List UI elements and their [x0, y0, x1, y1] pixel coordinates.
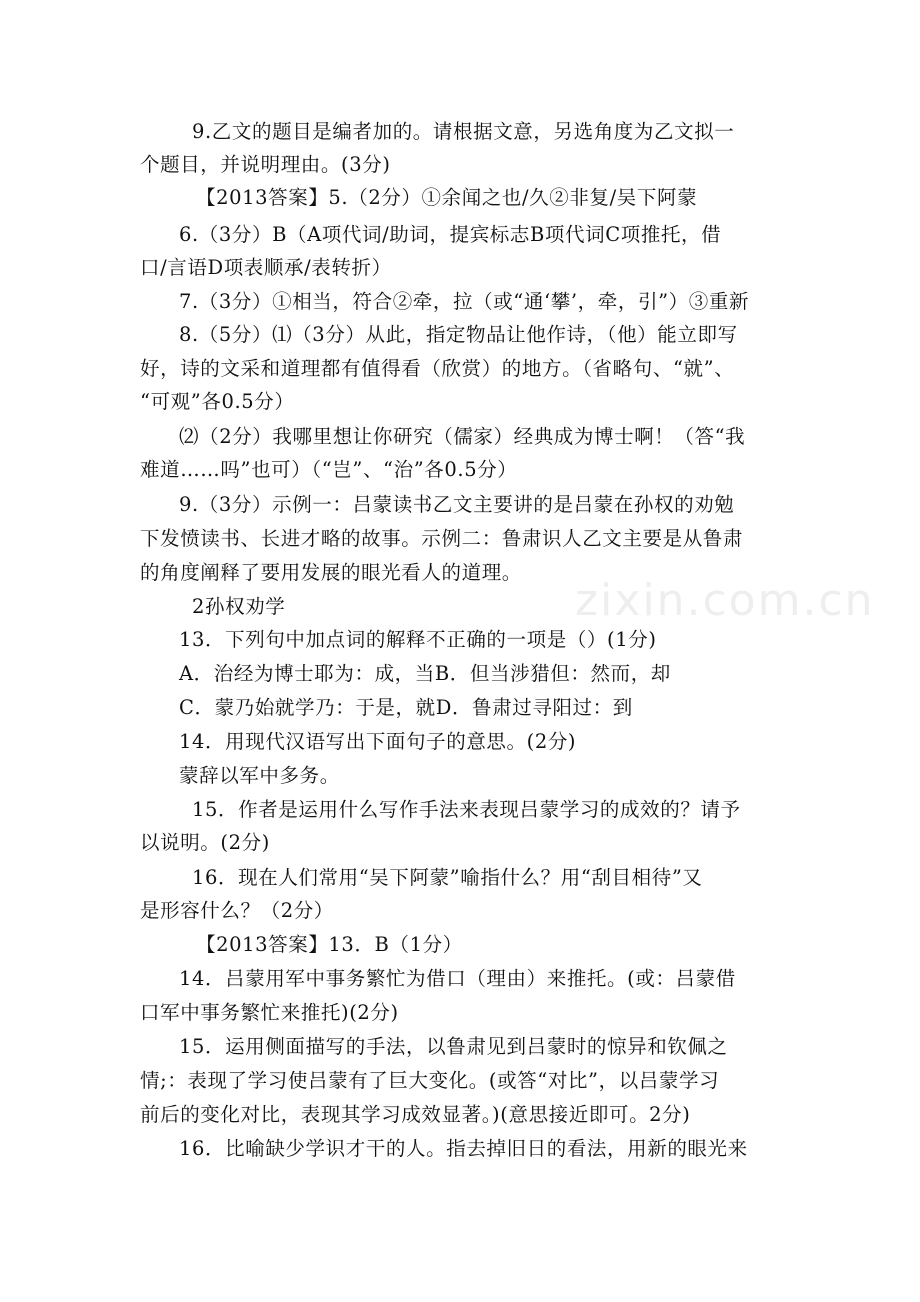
text-line: 下发愤读书、长进才略的故事。示例二：鲁肃识人乙文主要是从鲁肃 — [140, 527, 744, 550]
text-line: 蒙辞以军中多务。 — [179, 764, 340, 787]
text-line: 6.（3分）B（A项代词/助词，提宾标志B项代词C项推托，借 — [179, 223, 722, 246]
text-line: 情;：表现了学习使吕蒙有了巨大变化。(或答“对比”，以吕蒙学习 — [140, 1069, 720, 1092]
text-line: 15．运用侧面描写的手法，以鲁肃见到吕蒙时的惊异和钦佩之 — [179, 1035, 728, 1058]
text-line: 13．下列句中加点词的解释不正确的一项是（）(1分) — [179, 628, 657, 651]
text-line: 9.（3分）示例一：吕蒙读书乙文主要讲的是吕蒙在孙权的劝勉 — [179, 493, 735, 516]
text-line: ⑵（2分）我哪里想让你研究（儒家）经典成为博士啊！（答“我 — [179, 425, 746, 448]
text-line: C．蒙乃始就学乃：于是，就D．鲁肃过寻阳过：到 — [179, 696, 633, 719]
text-line: 【2013答案】5.（2分）①余闻之也/久②非复/吴下阿蒙 — [196, 186, 698, 209]
watermark: zixin.com.cn — [575, 575, 875, 626]
text-line: 16．现在人们常用“吴下阿蒙”喻指什么？用“刮目相待”又 — [192, 866, 703, 889]
section-heading: 2孙权劝学 — [192, 595, 286, 618]
text-line: 15．作者是运用什么写作手法来表现吕蒙学习的成效的？请予 — [192, 798, 741, 821]
text-line: 好，诗的文采和道理都有值得看（欣赏）的地方。（省略句、“就”、 — [140, 357, 735, 380]
text-line: 14．吕蒙用军中事务繁忙为借口（理由）来推托。(或：吕蒙借 — [179, 967, 736, 990]
text-line: A．治经为博士耶为：成，当B．但当涉猎但：然而，却 — [179, 662, 671, 685]
text-line: 14．用现代汉语写出下面句子的意思。(2分) — [179, 730, 577, 753]
text-line: 口/言语D项表顺承/表转折） — [140, 256, 392, 279]
text-line: 【2013答案】13．B（1分） — [196, 933, 463, 956]
text-line: 16．比喻缺少学识才干的人。指去掉旧日的看法，用新的眼光来 — [179, 1137, 748, 1160]
text-line: 是形容什么？（2分） — [140, 899, 334, 922]
text-line: “可观”各0.5分） — [140, 390, 295, 413]
text-line: 难道……吗”也可）（“岂”、“治”各0.5分） — [140, 458, 518, 481]
text-line: 前后的变化对比，表现其学习成效显著。)(意思接近即可。2分) — [140, 1103, 691, 1126]
text-line: 的角度阐释了要用发展的眼光看人的道理。 — [140, 561, 522, 584]
text-line: 以说明。(2分) — [140, 831, 270, 854]
text-line: 口军中事务繁忙来推托)(2分) — [140, 1001, 399, 1024]
text-line: 9.乙文的题目是编者加的。请根据文意，另选角度为乙文拟一 — [192, 120, 735, 143]
text-line: 8.（5分）⑴（3分）从此，指定物品让他作诗，（他）能立即写 — [179, 323, 738, 346]
text-line: 个题目，并说明理由。(3分) — [140, 153, 391, 176]
text-line: 7.（3分）①相当，符合②牵，拉（或“通‘攀’，牵，引”）③重新 — [179, 290, 750, 313]
